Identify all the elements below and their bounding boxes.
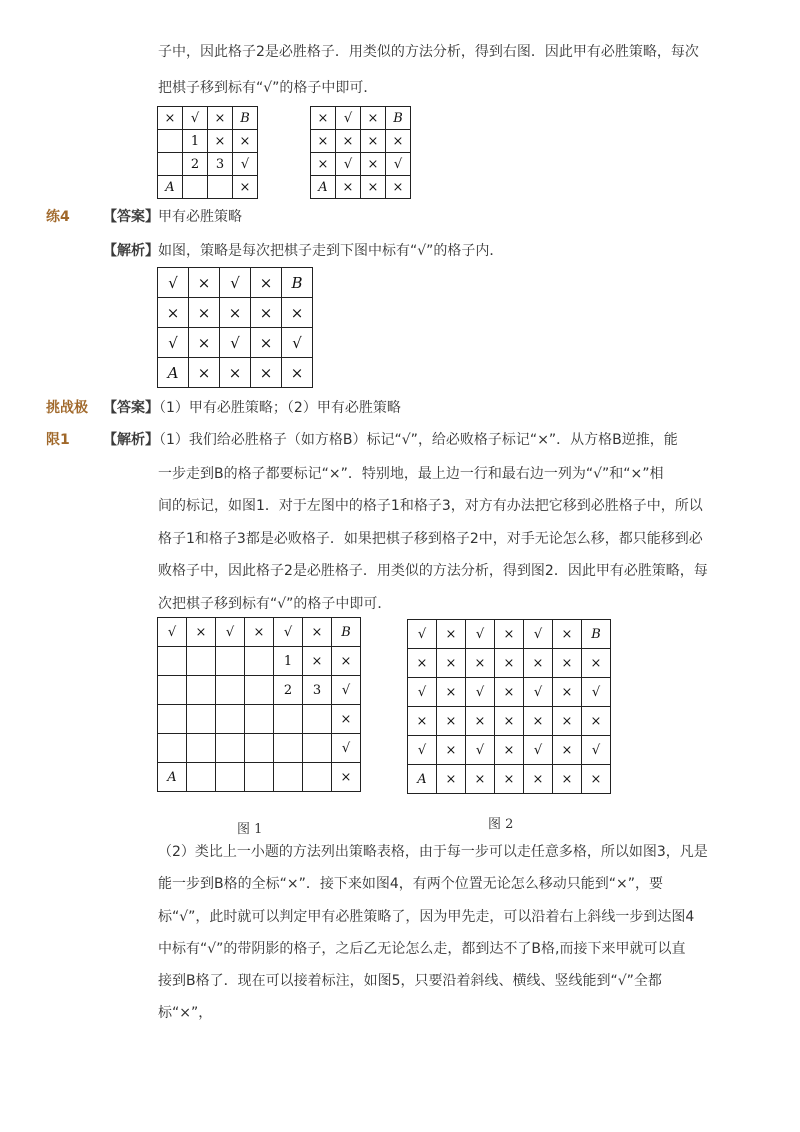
grid-cell: × — [336, 130, 361, 153]
grid-cell: √ — [408, 736, 437, 765]
grid-cell: × — [437, 620, 466, 649]
grid-cell: × — [303, 618, 332, 647]
grid-cell: × — [361, 176, 386, 199]
text-line: 能一步到B格的全标“×”．接下来如图4，有两个位置无论怎么移动只能到“×”，要 — [158, 876, 663, 892]
grid-cell — [187, 763, 216, 792]
grid-cell: × — [437, 649, 466, 678]
grid-cell: × — [582, 649, 611, 678]
grid-cell: A — [408, 765, 437, 794]
grid-cell — [158, 734, 187, 763]
grid-cell: × — [553, 765, 582, 794]
answer-label: 【答案】 — [103, 209, 159, 225]
grid-row — [311, 176, 411, 199]
grid-cell: × — [495, 678, 524, 707]
grid-cell: × — [495, 707, 524, 736]
grid-row — [158, 647, 361, 676]
text-line: 标“×”， — [158, 1005, 213, 1021]
grid-cell: √ — [336, 153, 361, 176]
grid-cell: × — [582, 707, 611, 736]
text-line: 标“√”，此时就可以判定甲有必胜策略了，因为甲先走，可以沿着右上斜线一步到达图4 — [158, 909, 695, 925]
grid-cell: √ — [158, 268, 189, 298]
grid-cell: × — [220, 358, 251, 388]
grid-cell — [216, 705, 245, 734]
grid-cell: 1 — [274, 647, 303, 676]
grid-cell: × — [245, 618, 274, 647]
grid-cell: × — [332, 763, 361, 792]
analysis-label: 【解析】 — [103, 432, 159, 448]
grid-cell: √ — [524, 678, 553, 707]
grid-cell — [274, 734, 303, 763]
grid-row — [408, 649, 611, 678]
grid-cell — [303, 763, 332, 792]
grid-cell: √ — [466, 678, 495, 707]
grid-cell: × — [303, 647, 332, 676]
grid-row — [408, 765, 611, 794]
grid-cell: √ — [336, 107, 361, 130]
figure-2-caption: 图 2 — [488, 817, 514, 832]
grid-cell — [158, 676, 187, 705]
grid-cell: 3 — [303, 676, 332, 705]
text-line: 次把棋子移到标有“√”的格子中即可． — [158, 596, 392, 612]
grid-cell — [216, 647, 245, 676]
grid-cell: A — [158, 176, 183, 199]
grid-cell: × — [495, 620, 524, 649]
grid-cell — [245, 647, 274, 676]
grid-cell: × — [386, 176, 411, 199]
text-line: 间的标记，如图1．对于左图中的格子1和格子3，对方有办法把它移到必胜格子中，所以 — [158, 498, 703, 514]
grid-cell: × — [233, 176, 258, 199]
grid-cell: × — [466, 707, 495, 736]
grid-cell: √ — [524, 736, 553, 765]
grid-cell: × — [158, 107, 183, 130]
grid-cell: × — [208, 130, 233, 153]
grid-cell: √ — [332, 676, 361, 705]
grid-cell: √ — [216, 618, 245, 647]
grid-cell — [245, 676, 274, 705]
grid-row — [158, 176, 258, 199]
grid-cell: B — [386, 107, 411, 130]
grid-cell — [187, 705, 216, 734]
text-line: （1）我们给必胜格子（如方格B）标记“√”，给必败格子标记“×”．从方格B逆推，能 — [152, 432, 678, 448]
grid-cell: × — [158, 298, 189, 328]
grid-cell: 2 — [274, 676, 303, 705]
grid-cell: 3 — [208, 153, 233, 176]
grid-cell: × — [361, 107, 386, 130]
grid-cell: B — [332, 618, 361, 647]
grid-row — [311, 107, 411, 130]
grid-row — [311, 153, 411, 176]
text-line: 一步走到B的格子都要标记“×”．特别地，最上边一行和最右边一列为“√”和“×”相 — [158, 466, 664, 482]
grid-cell: × — [386, 130, 411, 153]
grid-cell: √ — [408, 620, 437, 649]
grid-cell: × — [524, 649, 553, 678]
grid-cell — [216, 763, 245, 792]
grid-cell — [158, 153, 183, 176]
figure-1-grid — [157, 617, 361, 792]
grid-row — [158, 734, 361, 763]
grid-cell: √ — [582, 678, 611, 707]
grid-cell: √ — [220, 328, 251, 358]
grid-cell: × — [189, 358, 220, 388]
grid-row — [158, 153, 258, 176]
grid-cell — [303, 705, 332, 734]
grid-cell: × — [408, 649, 437, 678]
grid-cell: √ — [524, 620, 553, 649]
grid-cell: √ — [332, 734, 361, 763]
analysis-text: 如图，策略是每次把棋子走到下图中标有“√”的格子内． — [158, 243, 504, 259]
grid-cell — [183, 176, 208, 199]
grid-row — [158, 130, 258, 153]
grid-cell: B — [233, 107, 258, 130]
grid-cell: × — [282, 358, 313, 388]
grid-row — [158, 268, 313, 298]
grid-cell: √ — [386, 153, 411, 176]
grid-row — [408, 707, 611, 736]
grid-cell: √ — [158, 618, 187, 647]
grid-cell: √ — [408, 678, 437, 707]
grid-cell: × — [336, 176, 361, 199]
grid-cell — [187, 647, 216, 676]
grid-cell: × — [553, 649, 582, 678]
grid-row — [158, 763, 361, 792]
grid-cell: √ — [466, 736, 495, 765]
grid-cell — [274, 705, 303, 734]
grid-row — [158, 676, 361, 705]
grid-cell: × — [553, 707, 582, 736]
grid-cell — [216, 676, 245, 705]
answer-label: 【答案】 — [103, 400, 159, 416]
grid-cell: × — [189, 268, 220, 298]
grid-cell: × — [437, 707, 466, 736]
text-line: 接到B格了．现在可以接着标注，如图5，只要沿着斜线、横线、竖线能到“√”全都 — [158, 973, 662, 989]
exercise-tag: 练4 — [46, 209, 70, 225]
grid-cell: √ — [282, 328, 313, 358]
grid-cell: × — [189, 328, 220, 358]
text-line: 败格子中，因此格子2是必胜格子．用类似的方法分析，得到图2．因此甲有必胜策略，每 — [158, 563, 708, 579]
grid-cell: A — [311, 176, 336, 199]
grid-cell — [245, 734, 274, 763]
grid-cell: √ — [274, 618, 303, 647]
grid-cell: × — [233, 130, 258, 153]
grid-cell: × — [251, 268, 282, 298]
grid-cell — [158, 130, 183, 153]
grid-cell — [274, 763, 303, 792]
grid-cell: × — [553, 736, 582, 765]
grid-cell: A — [158, 763, 187, 792]
grid-cell — [245, 705, 274, 734]
grid-cell: × — [437, 765, 466, 794]
grid-cell: × — [361, 153, 386, 176]
grid-row — [158, 618, 361, 647]
grid-a — [157, 106, 258, 199]
grid-cell: × — [361, 130, 386, 153]
grid-cell: × — [466, 765, 495, 794]
grid-cell: A — [158, 358, 189, 388]
grid-cell: × — [524, 707, 553, 736]
grid-cell: × — [251, 358, 282, 388]
grid-row — [408, 678, 611, 707]
grid-row — [158, 358, 313, 388]
grid-cell — [158, 705, 187, 734]
grid-cell: √ — [466, 620, 495, 649]
grid-cell: × — [582, 765, 611, 794]
grid-cell: × — [408, 707, 437, 736]
grid-row — [408, 620, 611, 649]
grid-cell: × — [187, 618, 216, 647]
challenge-tag: 限1 — [46, 432, 70, 448]
grid-cell — [303, 734, 332, 763]
grid-cell: × — [282, 298, 313, 328]
grid-cell: × — [208, 107, 233, 130]
grid-cell: × — [220, 298, 251, 328]
grid-cell: × — [332, 647, 361, 676]
grid-cell: √ — [233, 153, 258, 176]
grid-row — [158, 298, 313, 328]
grid-cell: B — [282, 268, 313, 298]
figure-2-grid — [407, 619, 611, 794]
grid-cell — [187, 676, 216, 705]
grid-cell: 2 — [183, 153, 208, 176]
grid-row — [158, 705, 361, 734]
text-line: 中标有“√”的带阴影的格子，之后乙无论怎么走，都到达不了B格,而接下来甲就可以直 — [158, 941, 686, 957]
grid-cell — [208, 176, 233, 199]
grid-cell: × — [495, 649, 524, 678]
text-line: 子中，因此格子2是必胜格子．用类似的方法分析，得到右图．因此甲有必胜策略，每次 — [158, 44, 699, 60]
grid-cell: × — [251, 298, 282, 328]
grid-b — [310, 106, 411, 199]
grid-cell — [216, 734, 245, 763]
grid-row — [158, 328, 313, 358]
grid-cell: × — [466, 649, 495, 678]
analysis-label: 【解析】 — [103, 243, 159, 259]
grid-row — [311, 130, 411, 153]
grid-row — [408, 736, 611, 765]
answer-text: （1）甲有必胜策略；（2）甲有必胜策略 — [152, 400, 401, 416]
grid-cell: × — [553, 678, 582, 707]
answer-text: 甲有必胜策略 — [158, 209, 242, 225]
grid-cell: × — [437, 678, 466, 707]
text-line: 格子1和格子3都是必败格子．如果把棋子移到格子2中，对手无论怎么移，都只能移到必 — [158, 531, 703, 547]
grid-cell: × — [495, 736, 524, 765]
grid-cell — [245, 763, 274, 792]
grid-cell: × — [553, 620, 582, 649]
grid-cell: × — [524, 765, 553, 794]
grid-cell: × — [311, 130, 336, 153]
grid-cell: × — [311, 107, 336, 130]
grid-cell — [158, 647, 187, 676]
grid-cell: 1 — [183, 130, 208, 153]
grid-cell: × — [311, 153, 336, 176]
figure-1-caption: 图 1 — [237, 822, 263, 837]
grid-cell: × — [251, 328, 282, 358]
challenge-tag: 挑战极 — [46, 400, 88, 416]
grid-row — [158, 107, 258, 130]
text-line: （2）类比上一小题的方法列出策略表格，由于每一步可以走任意多格，所以如图3，凡是 — [158, 844, 708, 860]
grid-cell: √ — [220, 268, 251, 298]
grid-cell: × — [189, 298, 220, 328]
text-line: 把棋子移到标有“√”的格子中即可． — [158, 80, 378, 96]
grid-c — [157, 267, 313, 388]
grid-cell — [187, 734, 216, 763]
grid-cell: × — [437, 736, 466, 765]
grid-cell: × — [495, 765, 524, 794]
grid-cell: √ — [183, 107, 208, 130]
grid-cell: × — [332, 705, 361, 734]
grid-cell: √ — [582, 736, 611, 765]
grid-cell: √ — [158, 328, 189, 358]
grid-cell: B — [582, 620, 611, 649]
